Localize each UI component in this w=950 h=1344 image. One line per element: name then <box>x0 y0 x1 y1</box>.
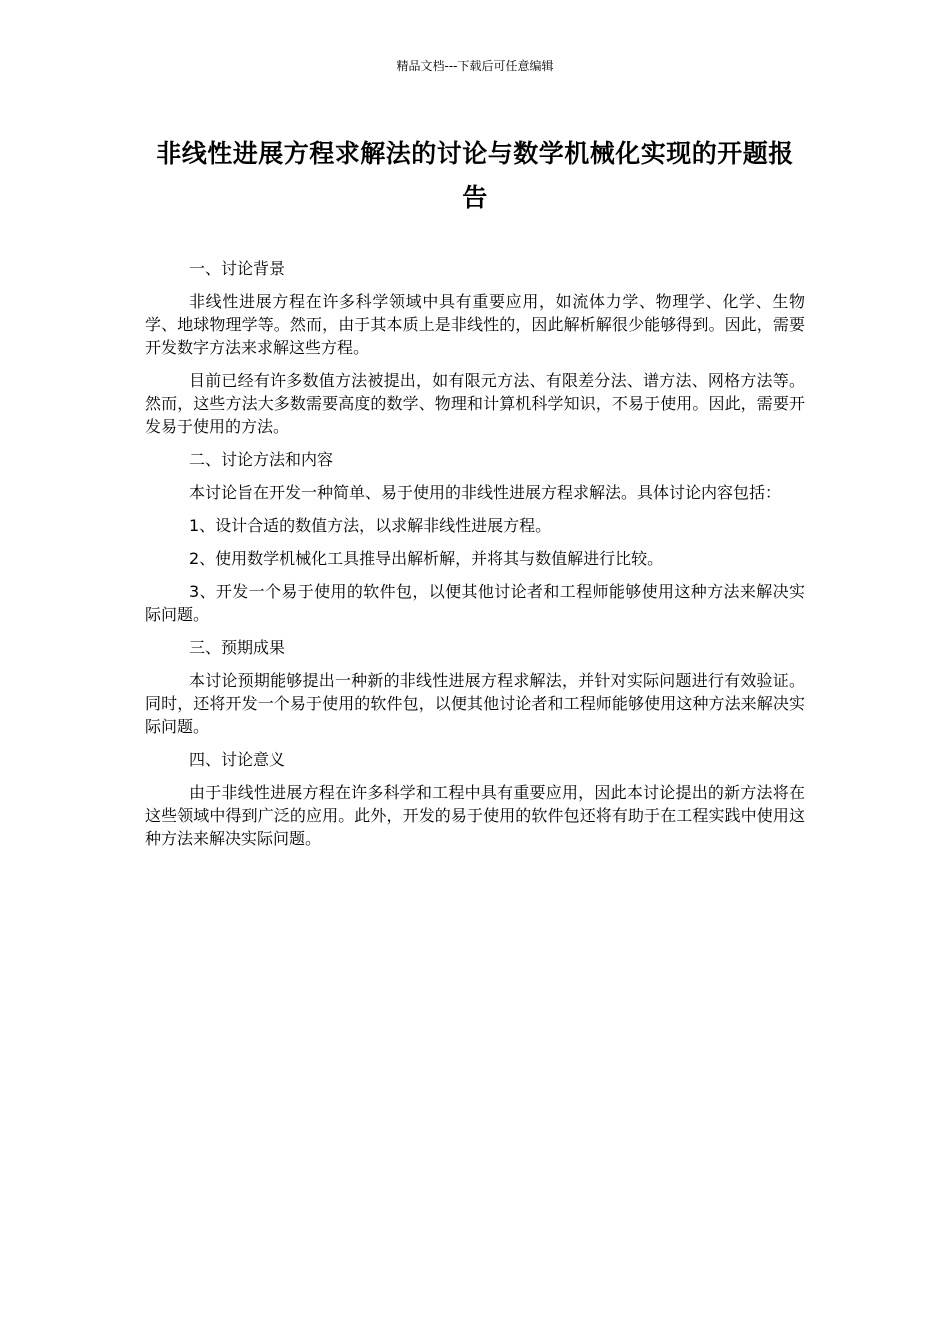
section-heading-outcomes: 三、预期成果 <box>189 638 286 657</box>
section-heading-significance: 四、讨论意义 <box>189 750 286 769</box>
document-body <box>145 257 805 860</box>
section-heading-methods: 二、讨论方法和内容 <box>189 450 334 469</box>
document-title: 非线性进展方程求解法的讨论与数学机械化实现的开题报告 <box>156 139 794 212</box>
list-item: 1、设计合适的数值方法，以求解非线性进展方程。 <box>189 516 552 535</box>
paragraph: 非线性进展方程在许多科学领域中具有重要应用，如流体力学、物理学、化学、生物学、地球物理学等。然而，由于其本质上是非线性的，因此解析解很少能够得到。因此，需要开发数字方法来求解这些方程。 <box>145 292 805 357</box>
list-item: 3、开发一个易于使用的软件包，以便其他讨论者和工程师能够使用这种方法来解决实际问题。 <box>145 582 805 624</box>
paragraph: 由于非线性进展方程在许多科学和工程中具有重要应用，因此本讨论提出的新方法将在这些领域中得到广泛的应用。此外，开发的易于使用的软件包还将有助于在工程实践中使用这种方法来解决实际问题。 <box>145 783 805 848</box>
section-heading-background: 一、讨论背景 <box>189 259 286 278</box>
paragraph: 本讨论预期能够提出一种新的非线性进展方程求解法，并针对实际问题进行有效验证。同时，还将开发一个易于使用的软件包，以便其他讨论者和工程师能够使用这种方法来解决实际问题。 <box>145 671 805 736</box>
header-note: 精品文档---下载后可任意编辑 <box>396 59 554 73</box>
list-item: 2、使用数学机械化工具推导出解析解，并将其与数值解进行比较。 <box>189 549 664 568</box>
paragraph: 本讨论旨在开发一种简单、易于使用的非线性进展方程求解法。具体讨论内容包括： <box>189 483 782 502</box>
paragraph: 目前已经有许多数值方法被提出，如有限元方法、有限差分法、谱方法、网格方法等。然而，这些方法大多数需要高度的数学、物理和计算机科学知识，不易于使用。因此，需要开发易于使用的方法。 <box>145 371 805 436</box>
